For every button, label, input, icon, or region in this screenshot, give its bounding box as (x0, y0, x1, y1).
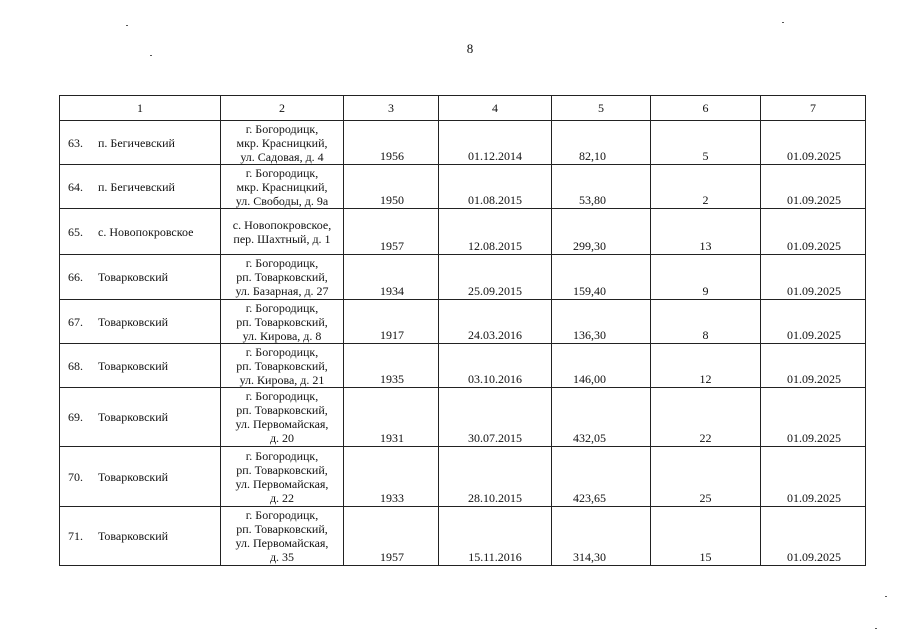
column-header: 3 (344, 96, 439, 121)
table-row (60, 300, 866, 344)
column-header: 2 (221, 96, 344, 121)
address-cell (221, 447, 344, 507)
resettlement-deadline-cell: 01.09.2025 (761, 165, 866, 209)
row-settlement-cell (60, 388, 221, 447)
resettlement-deadline-cell: 01.09.2025 (761, 300, 866, 344)
year-built-cell: 1957 (344, 209, 439, 255)
resettlement-deadline-cell: 01.09.2025 (761, 209, 866, 255)
recognition-date-cell: 03.10.2016 (439, 344, 552, 388)
address-line: ул. Первомайская, (235, 417, 329, 431)
address-cell (221, 121, 344, 165)
residents-count-cell: 25 (651, 447, 761, 507)
year-built-cell: 1935 (344, 344, 439, 388)
page-number: 8 (466, 41, 474, 56)
residents-count-cell: 22 (651, 388, 761, 447)
row-number: 69. (68, 410, 83, 424)
residents-count-cell: 8 (651, 300, 761, 344)
address-cell (221, 388, 344, 447)
table-row (60, 165, 866, 209)
address-line: мкр. Красницкий, (236, 135, 328, 150)
row-number: 67. (68, 314, 83, 329)
year-built-cell: 1933 (344, 447, 439, 507)
settlement-name: Товарковский (98, 469, 169, 484)
area-cell: 146,00 (552, 344, 651, 388)
row-number: 70. (68, 469, 83, 484)
table-row (60, 255, 866, 300)
area-cell: 432,05 (552, 388, 651, 447)
row-settlement-cell (60, 344, 221, 388)
address-line: г. Богородицк, (245, 165, 319, 180)
row-number: 71. (68, 529, 83, 543)
area-cell: 299,30 (552, 209, 651, 255)
resettlement-deadline-cell: 01.09.2025 (761, 255, 866, 300)
address-line: ул. Первомайская, (235, 536, 329, 550)
resettlement-deadline-cell: 01.09.2025 (761, 121, 866, 165)
residents-count-cell: 9 (651, 255, 761, 300)
recognition-date-cell: 30.07.2015 (439, 388, 552, 447)
address-cell (221, 209, 344, 255)
address-line: г. Богородицк, (245, 448, 319, 463)
address-line: рп. Товарковский, (236, 403, 328, 417)
address-cell (221, 165, 344, 209)
area-cell: 53,80 (552, 165, 651, 209)
housing-registry-table (59, 95, 866, 566)
row-number: 65. (68, 224, 83, 239)
residents-count-cell: 13 (651, 209, 761, 255)
address-cell (221, 344, 344, 388)
row-settlement-cell (60, 447, 221, 507)
column-number-row (60, 96, 866, 121)
recognition-date-cell: 12.08.2015 (439, 209, 552, 255)
settlement-name: Товарковский (98, 358, 169, 373)
table-row (60, 344, 866, 388)
row-settlement-cell (60, 121, 221, 165)
resettlement-deadline-cell: 01.09.2025 (761, 388, 866, 447)
row-number: 66. (68, 270, 83, 284)
residents-count-cell: 15 (651, 507, 761, 566)
recognition-date-cell: 28.10.2015 (439, 447, 552, 507)
table-row (60, 507, 866, 566)
area-cell: 314,30 (552, 507, 651, 566)
area-cell: 159,40 (552, 255, 651, 300)
row-settlement-cell (60, 209, 221, 255)
column-header: 6 (651, 96, 761, 121)
year-built-cell: 1934 (344, 255, 439, 300)
address-line: рп. Товарковский, (236, 314, 328, 329)
resettlement-deadline-cell: 01.09.2025 (761, 344, 866, 388)
address-line: г. Богородицк, (245, 300, 319, 315)
year-built-cell: 1931 (344, 388, 439, 447)
table-row (60, 121, 866, 165)
address-line: ул. Кирова, д. 21 (239, 372, 325, 387)
year-built-cell: 1956 (344, 121, 439, 165)
address-line: г. Богородицк, (245, 256, 319, 270)
row-settlement-cell (60, 300, 221, 344)
address-cell (221, 255, 344, 300)
row-number: 64. (68, 179, 83, 194)
table-row (60, 388, 866, 447)
row-number: 68. (68, 358, 83, 373)
area-cell: 136,30 (552, 300, 651, 344)
resettlement-deadline-cell: 01.09.2025 (761, 507, 866, 566)
column-header: 1 (60, 96, 221, 121)
address-line: рп. Товарковский, (236, 462, 328, 477)
residents-count-cell: 2 (651, 165, 761, 209)
address-line: пер. Шахтный, д. 1 (233, 231, 331, 246)
settlement-name: Товарковский (98, 270, 169, 284)
table-row (60, 447, 866, 507)
column-header: 4 (439, 96, 552, 121)
settlement-name: Товарковский (98, 410, 169, 424)
row-number: 63. (68, 135, 83, 150)
settlement-name: п. Бегичевский (98, 135, 175, 150)
recognition-date-cell: 24.03.2016 (439, 300, 552, 344)
address-line: д. 22 (269, 490, 295, 505)
address-line: г. Богородицк, (245, 121, 319, 136)
address-line: д. 20 (269, 431, 295, 445)
year-built-cell: 1917 (344, 300, 439, 344)
recognition-date-cell: 01.08.2015 (439, 165, 552, 209)
address-line: рп. Товарковский, (236, 270, 328, 284)
address-line: ул. Свободы, д. 9а (235, 193, 329, 208)
settlement-name: с. Новопокровское (98, 224, 194, 239)
settlement-name: п. Бегичевский (98, 179, 175, 194)
address-line: г. Богородицк, (245, 389, 319, 403)
address-line: ул. Садовая, д. 4 (240, 149, 324, 164)
table-row (60, 209, 866, 255)
address-line: рп. Товарковский, (236, 358, 328, 373)
residents-count-cell: 5 (651, 121, 761, 165)
resettlement-deadline-cell: 01.09.2025 (761, 447, 866, 507)
address-line: рп. Товарковский, (236, 522, 328, 536)
recognition-date-cell: 25.09.2015 (439, 255, 552, 300)
address-line: с. Новопокровское, (232, 217, 332, 232)
area-cell: 82,10 (552, 121, 651, 165)
table-body (60, 121, 866, 566)
settlement-name: Товарковский (98, 314, 169, 329)
area-cell: 423,65 (552, 447, 651, 507)
address-cell (221, 507, 344, 566)
row-settlement-cell (60, 165, 221, 209)
row-settlement-cell (60, 255, 221, 300)
residents-count-cell: 12 (651, 344, 761, 388)
column-header: 5 (552, 96, 651, 121)
address-line: ул. Кирова, д. 8 (242, 328, 322, 343)
column-header: 7 (761, 96, 866, 121)
address-line: ул. Базарная, д. 27 (235, 284, 329, 298)
address-line: г. Богородицк, (245, 344, 319, 359)
address-cell (221, 300, 344, 344)
recognition-date-cell: 15.11.2016 (439, 507, 552, 566)
year-built-cell: 1950 (344, 165, 439, 209)
year-built-cell: 1957 (344, 507, 439, 566)
address-line: д. 35 (269, 550, 295, 564)
settlement-name: Товарковский (98, 529, 169, 543)
address-line: ул. Первомайская, (235, 476, 329, 491)
address-line: мкр. Красницкий, (236, 179, 328, 194)
address-line: г. Богородицк, (245, 508, 319, 522)
recognition-date-cell: 01.12.2014 (439, 121, 552, 165)
row-settlement-cell (60, 507, 221, 566)
